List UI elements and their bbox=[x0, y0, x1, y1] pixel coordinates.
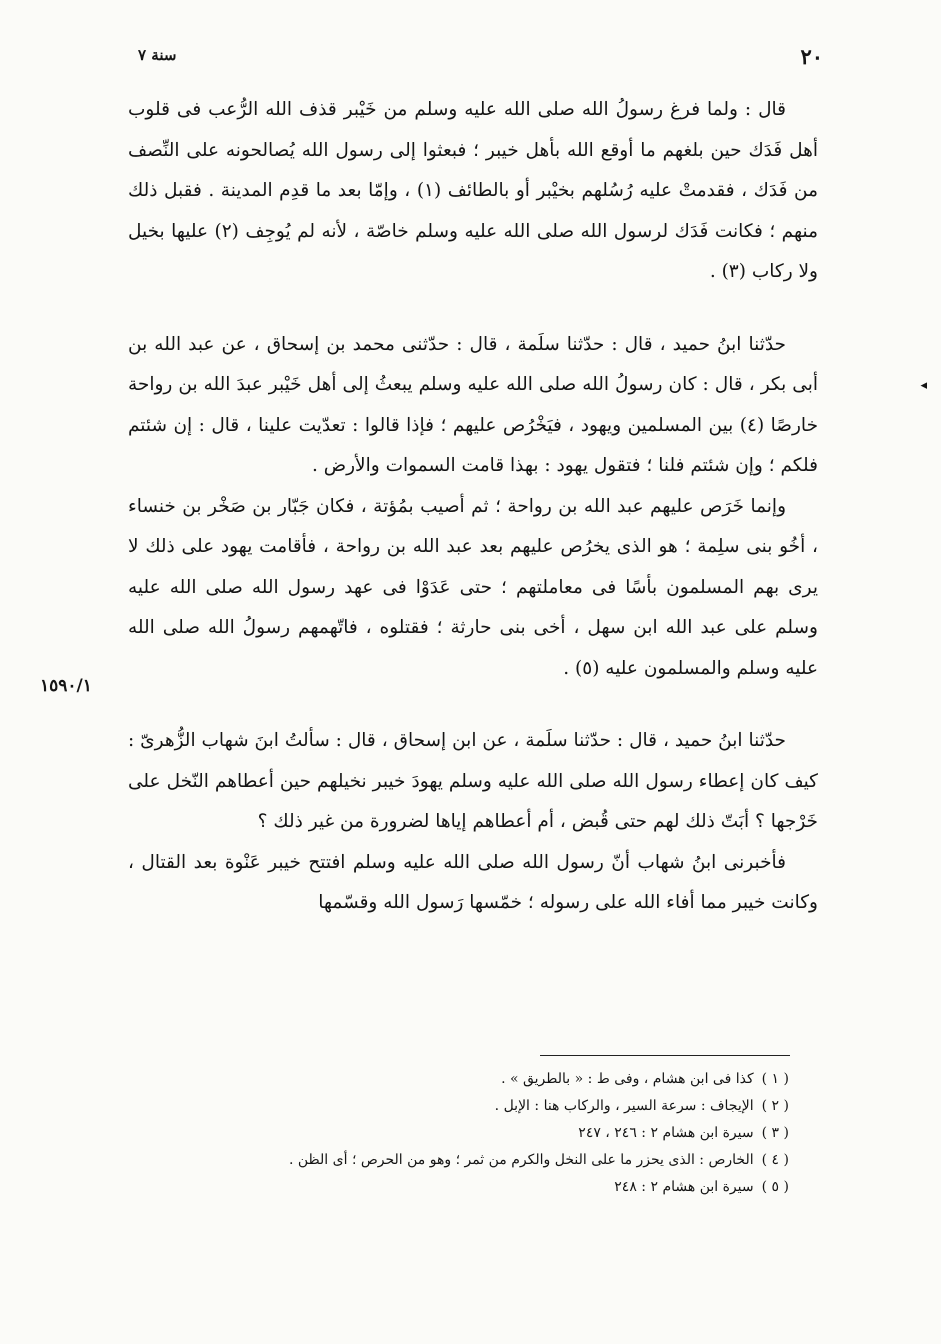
footnote-number: ( ٥ ) bbox=[761, 1179, 789, 1195]
footnote bbox=[169, 1147, 789, 1174]
margin-reference-number: ١٥٩٠/١ bbox=[40, 676, 92, 696]
footnotes bbox=[169, 1066, 789, 1201]
footnote-text: الخارص : الذى يحزر ما على النخل والكرم من ثمر ؛ وهو من الحرص ؛ أى الظن . bbox=[289, 1152, 754, 1168]
footnote-text: الإيجاف : سرعة السير ، والركاب هنا : الإبل . bbox=[494, 1098, 754, 1114]
paragraph: قال : ولما فرغ رسولُ الله صلى الله عليه وسلم من خَيْبر قذف الله الرُّعب فى قلوب أهل فَدَك حين بلغهم ما أوقع الله بأهل خيبر ؛ فبعثوا إلى رسول الله يُصالحونه على النِّصف من فَدَك ، فقدمتْ عليه رُسُلهم بخيْبر أو بالطائف (١) ، وإمّا بعد ما قدِم المدينة . فقبل ذلك منهم ؛ فكانت فَدَك لرسول الله صلى الله عليه وسلم خاصّة ، لأنه لم يُوجِف (٢) عليها بخيل ولا ركاب (٣) . bbox=[128, 99, 818, 282]
paragraph: حدّثنا ابنُ حميد ، قال : حدّثنا سلَمة ، قال : حدّثنى محمد بن إسحاق ، عن عبد الله بن أبى بكر ، قال : كان رسولُ الله صلى الله عليه وسلم يبعثُ إلى أهل خَيْبر عبدَ الله بن رواحة خارصًا (٤) بين المسلمين ويهود ، فيَخْرُص عليهم ؛ فإذا قالوا : تعدّيت علينا ، قال : إن شئتم فلكم ؛ وإن شئتم فلنا ؛ فتقول يهود : بهذا قامت السموات والأرض . bbox=[128, 333, 819, 476]
page-number: ٢٠ bbox=[800, 44, 823, 69]
footnote-number: ( ٤ ) bbox=[761, 1152, 789, 1168]
footnote-number: ( ١ ) bbox=[761, 1071, 789, 1087]
paragraph: فأخبرنى ابنُ شهاب أنّ رسول الله صلى الله عليه وسلم افتتح خيبر عَنْوة بعد القتال ، وكانت خيبر مما أفاء الله على رسوله ؛ خمّسها رَسول الله وقسّمها bbox=[128, 851, 818, 913]
footnote-number: ( ٣ ) bbox=[761, 1125, 789, 1141]
footnote-divider bbox=[540, 1055, 790, 1056]
footnote bbox=[169, 1066, 789, 1093]
footnote-text: كذا فى ابن هشام ، وفى ط : « بالطريق » . bbox=[501, 1071, 754, 1087]
footnote-text: سيرة ابن هشام ٢ : ٢٤٨ bbox=[614, 1179, 754, 1195]
footnote-text: سيرة ابن هشام ٢ : ٢٤٦ ، ٢٤٧ bbox=[578, 1125, 754, 1141]
paragraph: حدّثنا ابنُ حميد ، قال : حدّثنا سلَمة ، عن ابن إسحاق ، قال : سألتُ ابنَ شهاب الزُّهرىّ : كيف كان إعطاء رسول الله صلى الله عليه وسلم يهودَ خيبر نخيلهم حين أعطاهم النّخل على خَرْجها ؟ أبَتّ ذلك لهم حتى قُبض ، أم أعطاهم إياها لضرورة من غير ذلك ؟ bbox=[128, 730, 818, 832]
footnote bbox=[169, 1174, 789, 1201]
footnote-number: ( ٢ ) bbox=[761, 1098, 789, 1114]
footnote bbox=[169, 1120, 789, 1147]
paragraph: وإنما خَرَص عليهم عبد الله بن رواحة ؛ ثم أصيب بمُؤتة ، فكان جَبّار بن صَخْر بن خنساء ، أخُو بنى سلِمة ؛ هو الذى يخرُص عليهم بعد عبد الله بن رواحة ، فأقامت يهود على ذلك لا يرى بهم المسلمون بأسًا فى معاملتهم ؛ حتى عَدَوْا فى عهد رسول الله صلى الله عليه وسلم على عبد الله ابن سهل ، أخى بنى حارثة ؛ فقتلوه ، فاتّهمهم رسولُ الله صلى الله عليه وسلم والمسلمون عليه (٥) . bbox=[128, 495, 818, 679]
running-header-year: سنة ٧ bbox=[138, 46, 177, 64]
main-text bbox=[128, 90, 818, 924]
edge-mark: ◂ bbox=[920, 378, 927, 393]
footnote bbox=[169, 1093, 789, 1120]
